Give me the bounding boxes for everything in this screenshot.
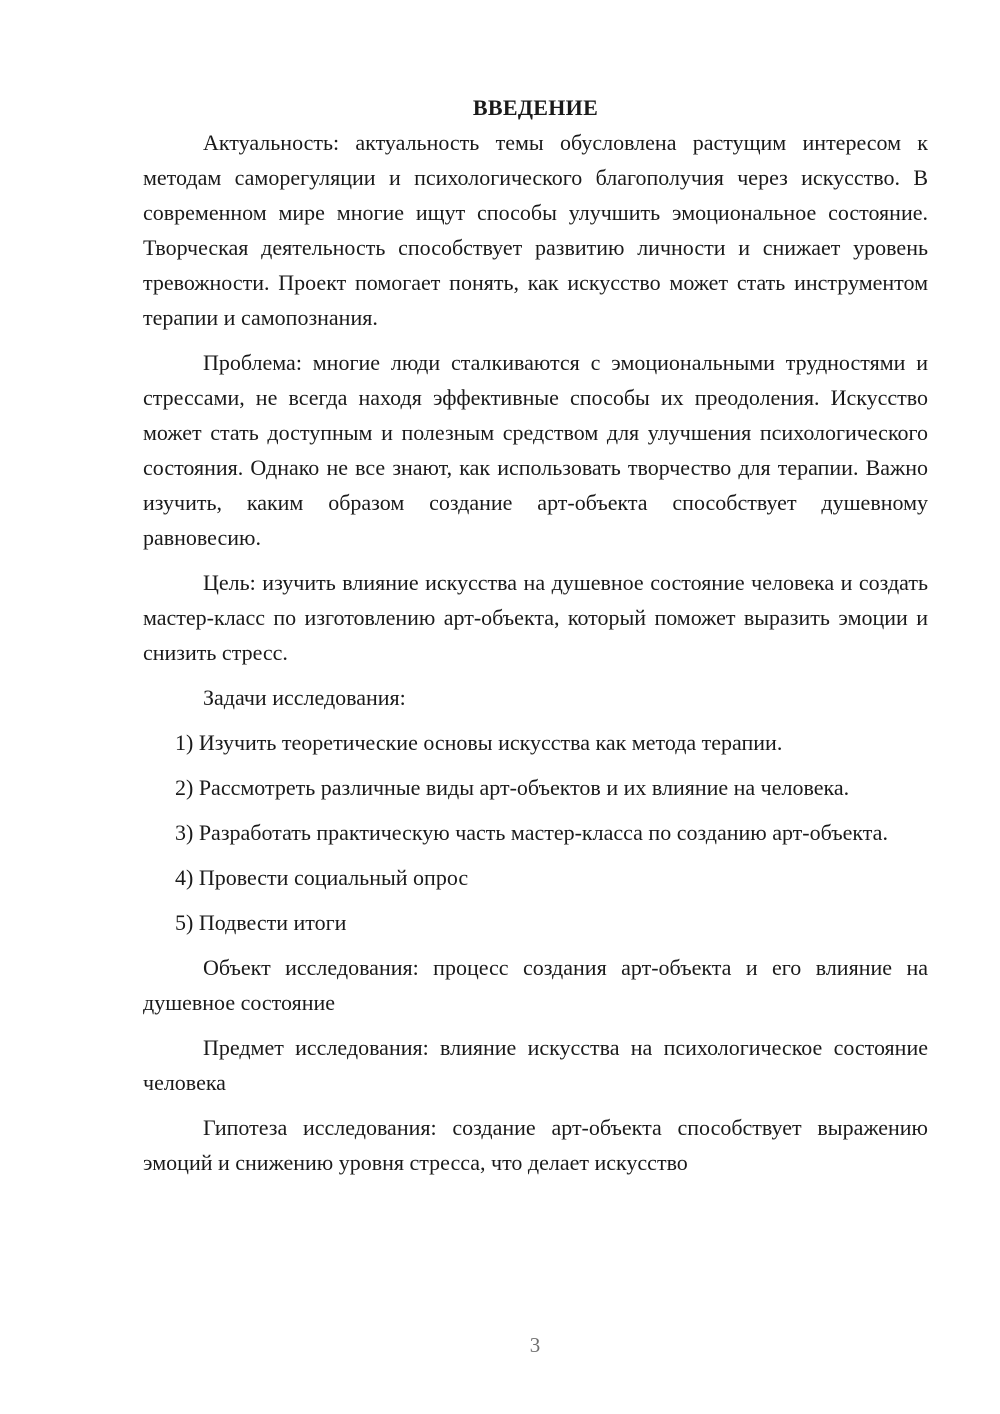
list-item: 2) Рассмотреть различные виды арт-объектов и их влияние на человека. [175,775,850,800]
page-title: ВВЕДЕНИЕ [472,95,599,120]
list-item: 3) Разработать практическую часть мастер-класса по созданию арт-объекта. [175,820,888,845]
paragraph-goal: Цель: изучить влияние искусства на душевное состояние человека и создать мастер-класс по изготовлению арт-объекта, который поможет выразить эмоции и снизить стресс. [143,570,928,665]
paragraph-relevance: Актуальность: актуальность темы обусловлена растущим интересом к методам саморегуляции и психологического благополучия через искусство. В современном мире многие ищут способы улучшить эмоциональное состояние. Творческая деятельность способствует развитию личности и снижает уровень тревожности. Проект помогает понять, как искусство может стать инструментом терапии и самопознания. [143,130,928,330]
paragraph-hypothesis: Гипотеза исследования: создание арт-объекта способствует выражению эмоций и снижению уровня стресса, что делает искусство [143,1115,928,1175]
paragraph-subject: Предмет исследования: влияние искусства на психологическое состояние человека [143,1035,928,1095]
tasks-list [143,725,928,940]
list-item: 4) Провести социальный опрос [175,865,469,890]
tasks-heading: Задачи исследования: [203,685,406,710]
document-page [143,90,928,1180]
paragraph-object: Объект исследования: процесс создания арт-объекта и его влияние на душевное состояние [143,955,928,1015]
page-number: 3 [529,1333,541,1357]
paragraph-problem: Проблема: многие люди сталкиваются с эмоциональными трудностями и стрессами, не всегда находя эффективные способы их преодоления. Искусство может стать доступным и полезным средством для улучшения психологического состояния. Однако не все знают, как использовать творчество для терапии. Важно изучить, каким образом создание арт-объекта способствует душевному равновесию. [143,350,928,550]
list-item: 5) Подвести итоги [175,910,347,935]
list-item: 1) Изучить теоретические основы искусства как метода терапии. [175,730,783,755]
